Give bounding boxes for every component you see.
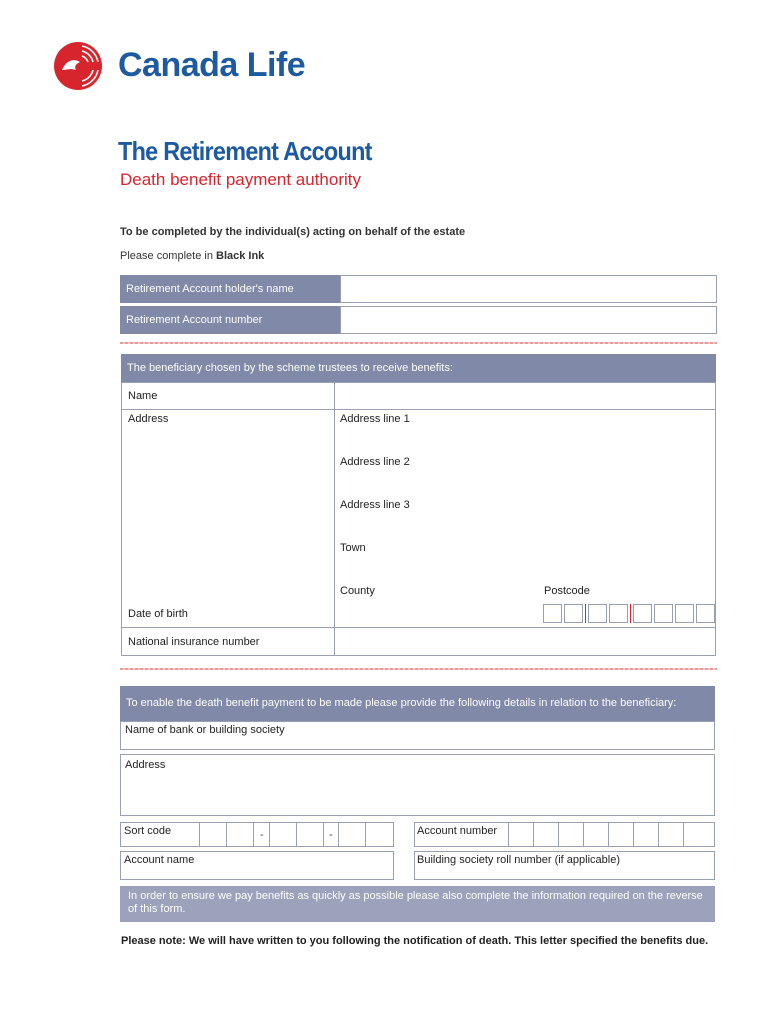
town-field[interactable]: Town (340, 542, 366, 554)
sort-code-digit[interactable] (338, 822, 366, 847)
document-subtitle: Death benefit payment authority (120, 170, 361, 189)
instruction-ink-bold: Black Ink (216, 250, 265, 262)
beneficiary-col-divider (334, 382, 335, 656)
postcode-boxes[interactable] (543, 604, 715, 624)
dob-label: Date of birth (128, 608, 188, 620)
beneficiary-name-label: Name (128, 390, 158, 402)
beneficiary-name-field[interactable] (336, 383, 715, 408)
instruction-ink-prefix: Please complete in (120, 250, 216, 262)
bank-name-label: Name of bank or building society (125, 724, 285, 736)
postcode-digit[interactable] (633, 604, 652, 623)
postcode-digit[interactable] (675, 604, 694, 623)
beneficiary-header: The beneficiary chosen by the scheme trustees to receive benefits: (121, 354, 716, 382)
instruction-estate: To be completed by the individual(s) acting on behalf of the estate (120, 226, 466, 238)
account-number-field[interactable] (340, 306, 717, 334)
postcode-separator (585, 604, 586, 623)
section-divider (120, 342, 717, 344)
account-number-digit[interactable] (658, 822, 684, 847)
sort-code-digit[interactable] (226, 822, 254, 847)
footer-note: Please note: We will have written to you following the notification of death. This letter specified the benefits due. (121, 935, 709, 947)
account-number-digit[interactable] (608, 822, 634, 847)
ni-label: National insurance number (128, 636, 260, 648)
postcode-digit[interactable] (654, 604, 673, 623)
postcode-label: Postcode (544, 585, 590, 597)
account-name-field[interactable] (120, 851, 394, 880)
postcode-digit[interactable] (543, 604, 562, 623)
bank-header: To enable the death benefit payment to be made please provide the following details in relation to the beneficiary: (120, 686, 715, 721)
bank-address-field[interactable] (120, 754, 715, 816)
holder-name-label: Retirement Account holder's name (120, 275, 340, 303)
address-line-2[interactable]: Address line 2 (340, 456, 410, 468)
county-field[interactable]: County (340, 585, 375, 597)
row-divider (121, 409, 716, 410)
section-divider (120, 668, 717, 670)
account-number-digit[interactable] (583, 822, 609, 847)
holder-name-field[interactable] (340, 275, 717, 303)
roll-number-label: Building society roll number (if applicable) (417, 854, 620, 866)
sort-code-digit[interactable] (269, 822, 297, 847)
sort-code-separator: - (329, 829, 333, 841)
account-number-bank-label: Account number (417, 825, 498, 837)
postcode-digit[interactable] (564, 604, 583, 623)
sort-code-separator: - (260, 829, 264, 841)
postcode-digit[interactable] (588, 604, 607, 623)
postcode-digit[interactable] (609, 604, 628, 623)
account-number-digit[interactable] (683, 822, 715, 847)
reverse-notice: In order to ensure we pay benefits as quickly as possible please also complete the information required on the reverse of this form. (120, 886, 715, 922)
address-line-3[interactable]: Address line 3 (340, 499, 410, 511)
bank-name-field[interactable] (120, 721, 715, 750)
sort-code-digit[interactable] (296, 822, 324, 847)
account-number-bank-field[interactable] (414, 822, 715, 847)
beneficiary-address-label: Address (128, 413, 169, 425)
row-divider (121, 627, 716, 628)
brand-name: Canada Life (118, 46, 306, 84)
instruction-ink (120, 250, 264, 262)
postcode-separator (630, 604, 631, 623)
account-name-label: Account name (124, 854, 195, 866)
sort-code-digit[interactable] (199, 822, 227, 847)
roll-number-field[interactable] (414, 851, 715, 880)
account-number-label: Retirement Account number (120, 306, 340, 334)
account-number-digit[interactable] (533, 822, 559, 847)
account-number-digit[interactable] (633, 822, 659, 847)
sort-code-field[interactable] (120, 822, 394, 847)
bank-address-label: Address (125, 759, 166, 771)
canada-life-logo-icon (52, 40, 104, 92)
account-number-digit[interactable] (558, 822, 584, 847)
sort-code-label: Sort code (124, 825, 172, 837)
ni-field[interactable] (336, 629, 715, 655)
postcode-digit[interactable] (696, 604, 715, 623)
document-title: The Retirement Account (118, 136, 372, 166)
account-number-digit[interactable] (508, 822, 534, 847)
sort-code-digit[interactable] (365, 822, 394, 847)
address-line-1[interactable]: Address line 1 (340, 413, 410, 425)
